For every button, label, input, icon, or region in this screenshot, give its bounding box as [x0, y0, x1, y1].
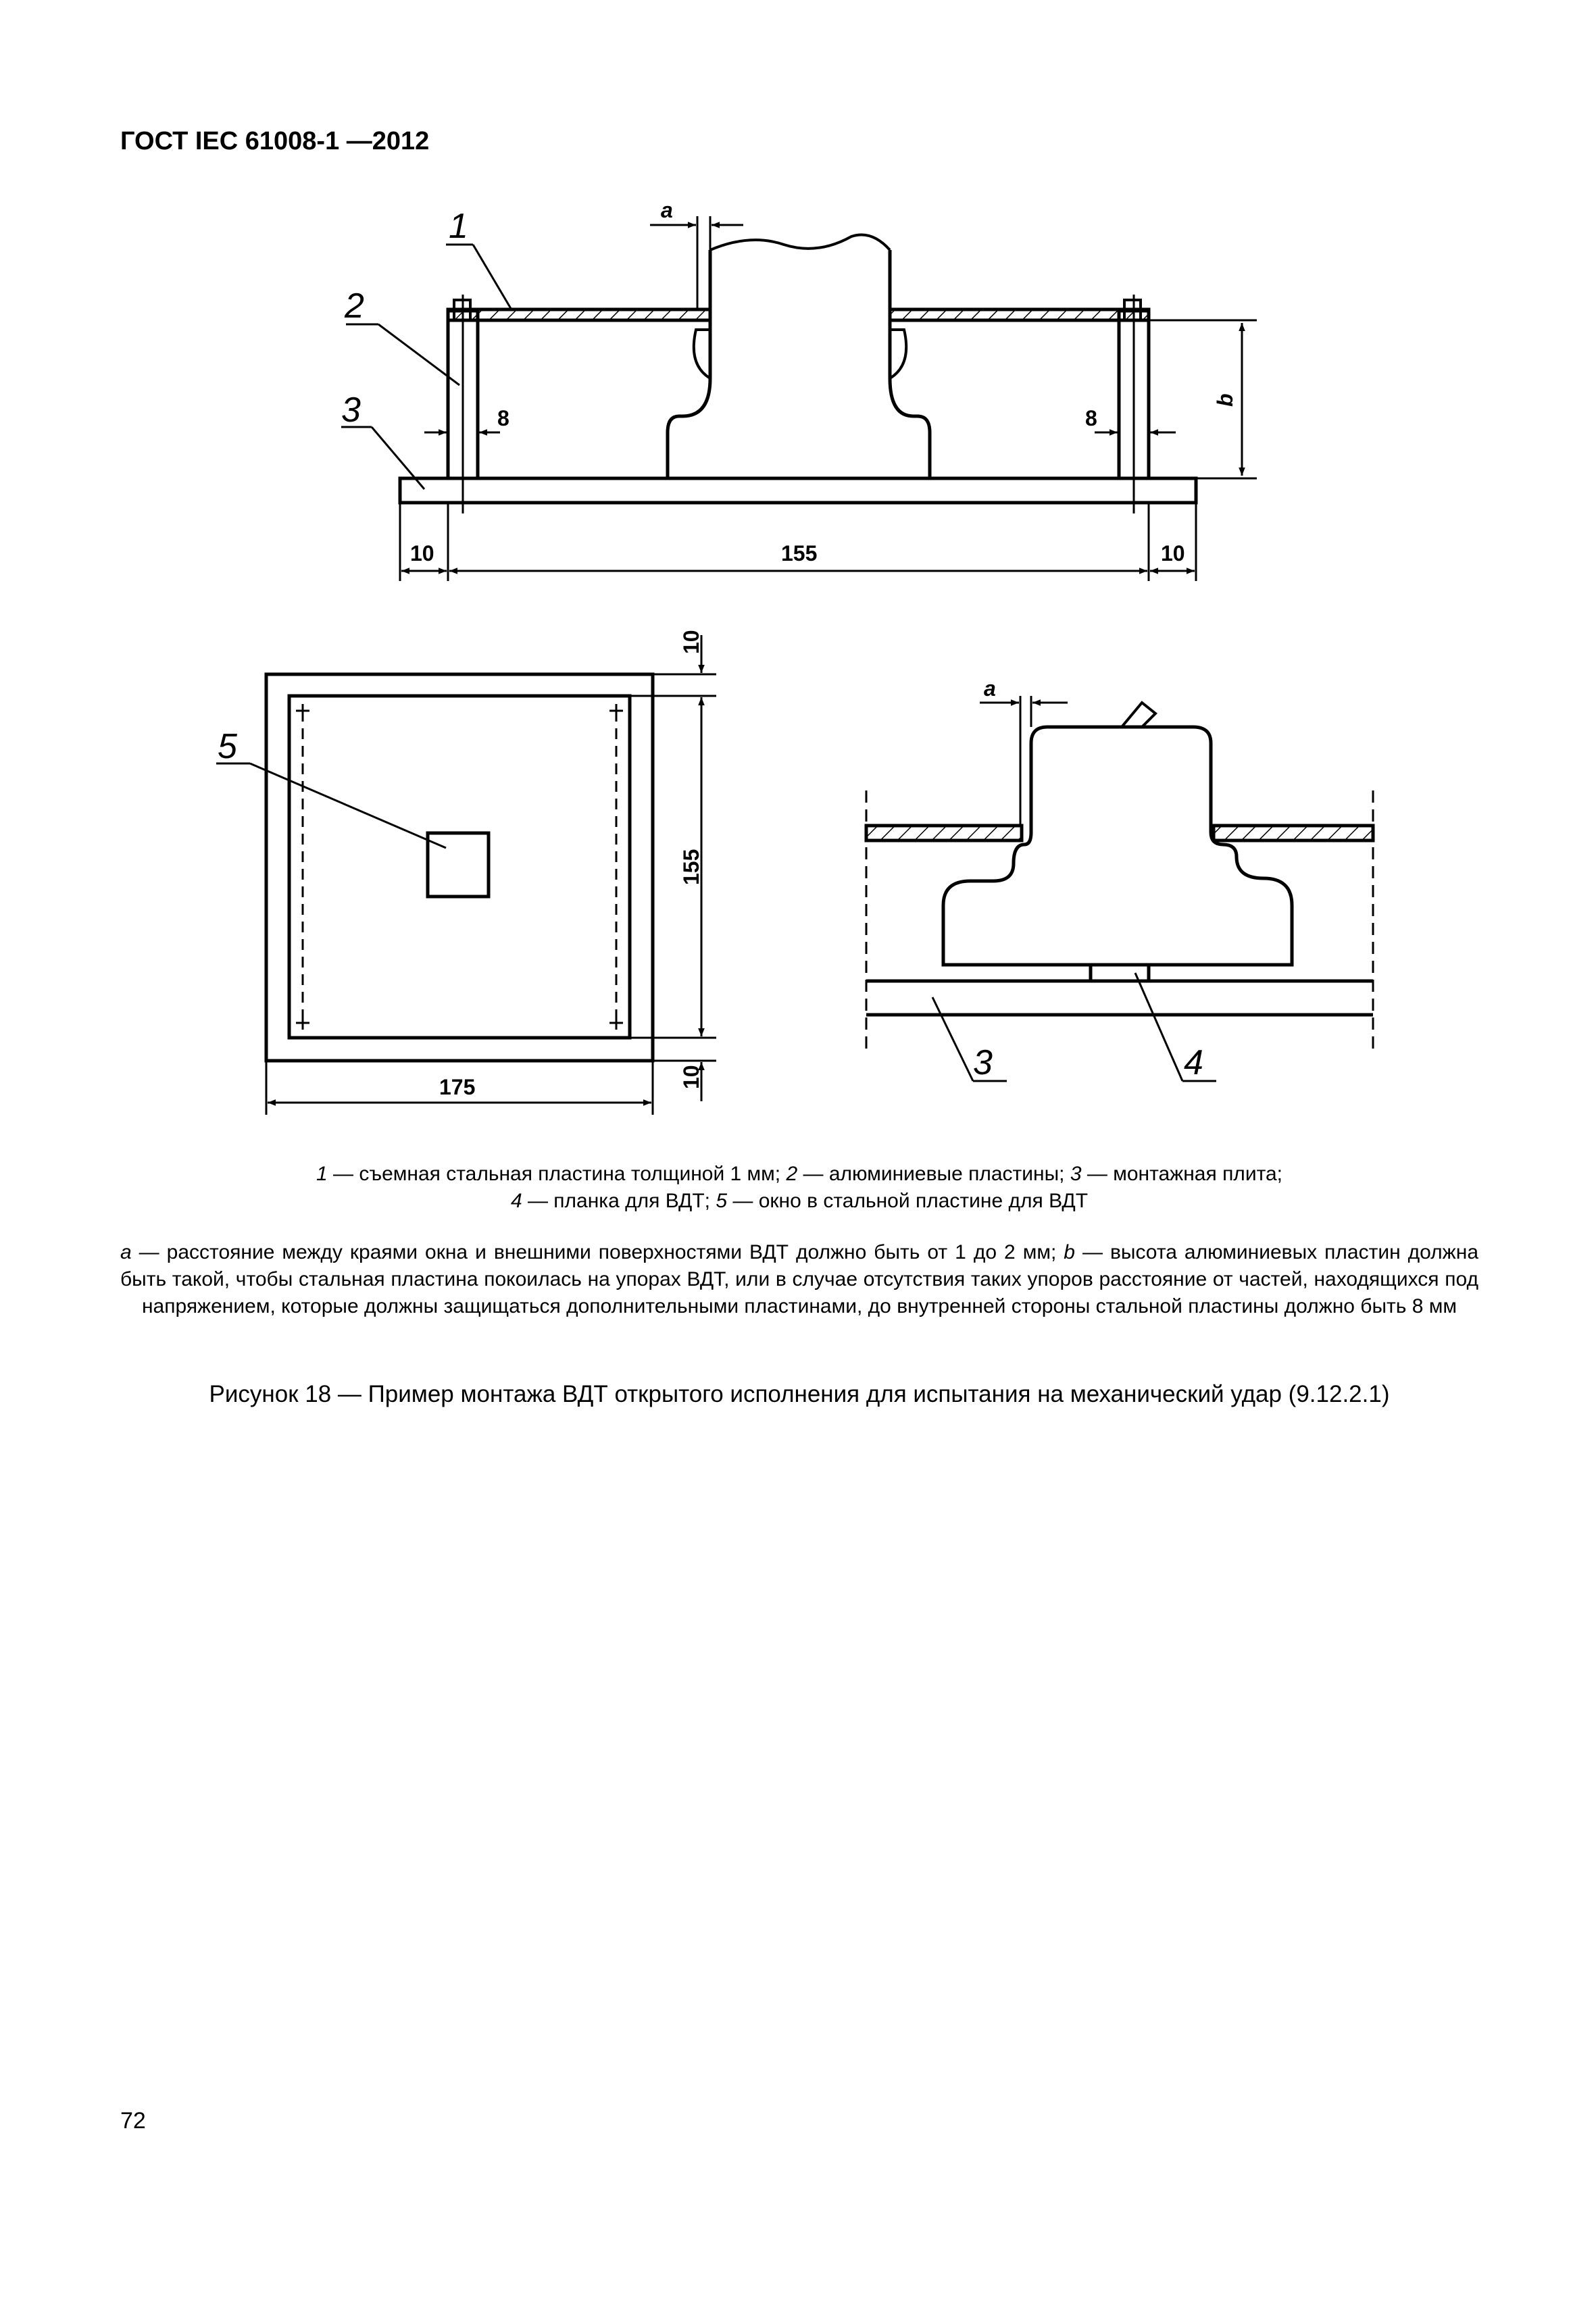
note-text-a: — расстояние между краями окна и внешними поверхностями ВДТ должно быть от 1 до 2 мм; — [131, 1241, 1064, 1263]
legend-num-2: 2 — [786, 1163, 798, 1185]
callout-3-section: 3 — [973, 1043, 993, 1082]
dim-10-top: 10 — [679, 630, 703, 654]
note-symbol-b: b — [1064, 1241, 1075, 1263]
figure-notes — [120, 1239, 1478, 1320]
callout-1: 1 — [449, 207, 468, 246]
dim-155-height: 155 — [679, 849, 703, 885]
figure-legend — [120, 1161, 1478, 1215]
note-symbol-a: a — [120, 1241, 132, 1263]
outer-plate-square — [266, 674, 653, 1061]
rcd-body-section — [943, 727, 1292, 965]
rcd-body-side — [668, 250, 930, 478]
dim-8-left: 8 — [497, 406, 509, 430]
callout-2: 2 — [345, 286, 364, 326]
callout-5: 5 — [218, 727, 237, 766]
legend-text-3: — монтажная плита; — [1081, 1163, 1282, 1185]
inner-plate-square — [289, 696, 630, 1038]
steel-plate-section-left — [866, 826, 1022, 840]
steel-plate-window — [428, 833, 489, 897]
steel-plate-left — [448, 309, 710, 320]
dim-a-section: a — [984, 676, 996, 701]
legend-num-1: 1 — [316, 1163, 328, 1185]
note-text-b: — высота алюминиевых пластин должна быть такой, чтобы стальная пластина покоилась на упорах ВДТ, или в случае отсутствия таких упоров расстояние от частей, находящихся под напряжением, которые должны защищаться дополнительными пластинами, до внутренней стороны стальной пластины должно быть 8 мм — [120, 1241, 1478, 1317]
callout-4-section: 4 — [1184, 1043, 1203, 1082]
legend-text-2: — алюминиевые пластины; — [797, 1163, 1070, 1185]
legend-num-3: 3 — [1070, 1163, 1082, 1185]
dim-155-width: 155 — [781, 541, 818, 565]
side-section-view — [400, 235, 1196, 503]
legend-text-4: — планка для ВДТ; — [522, 1190, 716, 1212]
section-view — [866, 703, 1373, 1015]
steel-plate-right — [890, 309, 1149, 320]
dim-10-left: 10 — [410, 541, 434, 565]
dim-10-bottom: 10 — [679, 1065, 703, 1089]
plan-view — [266, 674, 653, 1061]
page-number: 72 — [120, 2108, 146, 2134]
figure-caption: Рисунок 18 — Пример монтажа ВДТ открытого исполнения для испытания на механический удар (9.12.2.1) — [209, 1381, 1390, 1407]
legend-num-4: 4 — [510, 1190, 522, 1212]
document-header: ГОСТ IEC 61008-1 —2012 — [120, 127, 430, 155]
steel-plate-section-right — [1214, 826, 1373, 840]
legend-num-5: 5 — [716, 1190, 728, 1212]
dim-10-right: 10 — [1161, 541, 1185, 565]
dim-175-width: 175 — [439, 1075, 476, 1099]
mounting-plate — [400, 478, 1196, 503]
dim-a-top: a — [661, 198, 673, 222]
dim-b: b — [1213, 393, 1237, 407]
legend-text-5: — окно в стальной пластине для ВДТ — [727, 1190, 1089, 1212]
dim-8-right: 8 — [1085, 406, 1097, 430]
legend-text-1: — съемная стальная пластина толщиной 1 мм; — [327, 1163, 787, 1185]
rcd-rail-bar — [1091, 965, 1149, 981]
callout-3-top: 3 — [341, 391, 361, 430]
